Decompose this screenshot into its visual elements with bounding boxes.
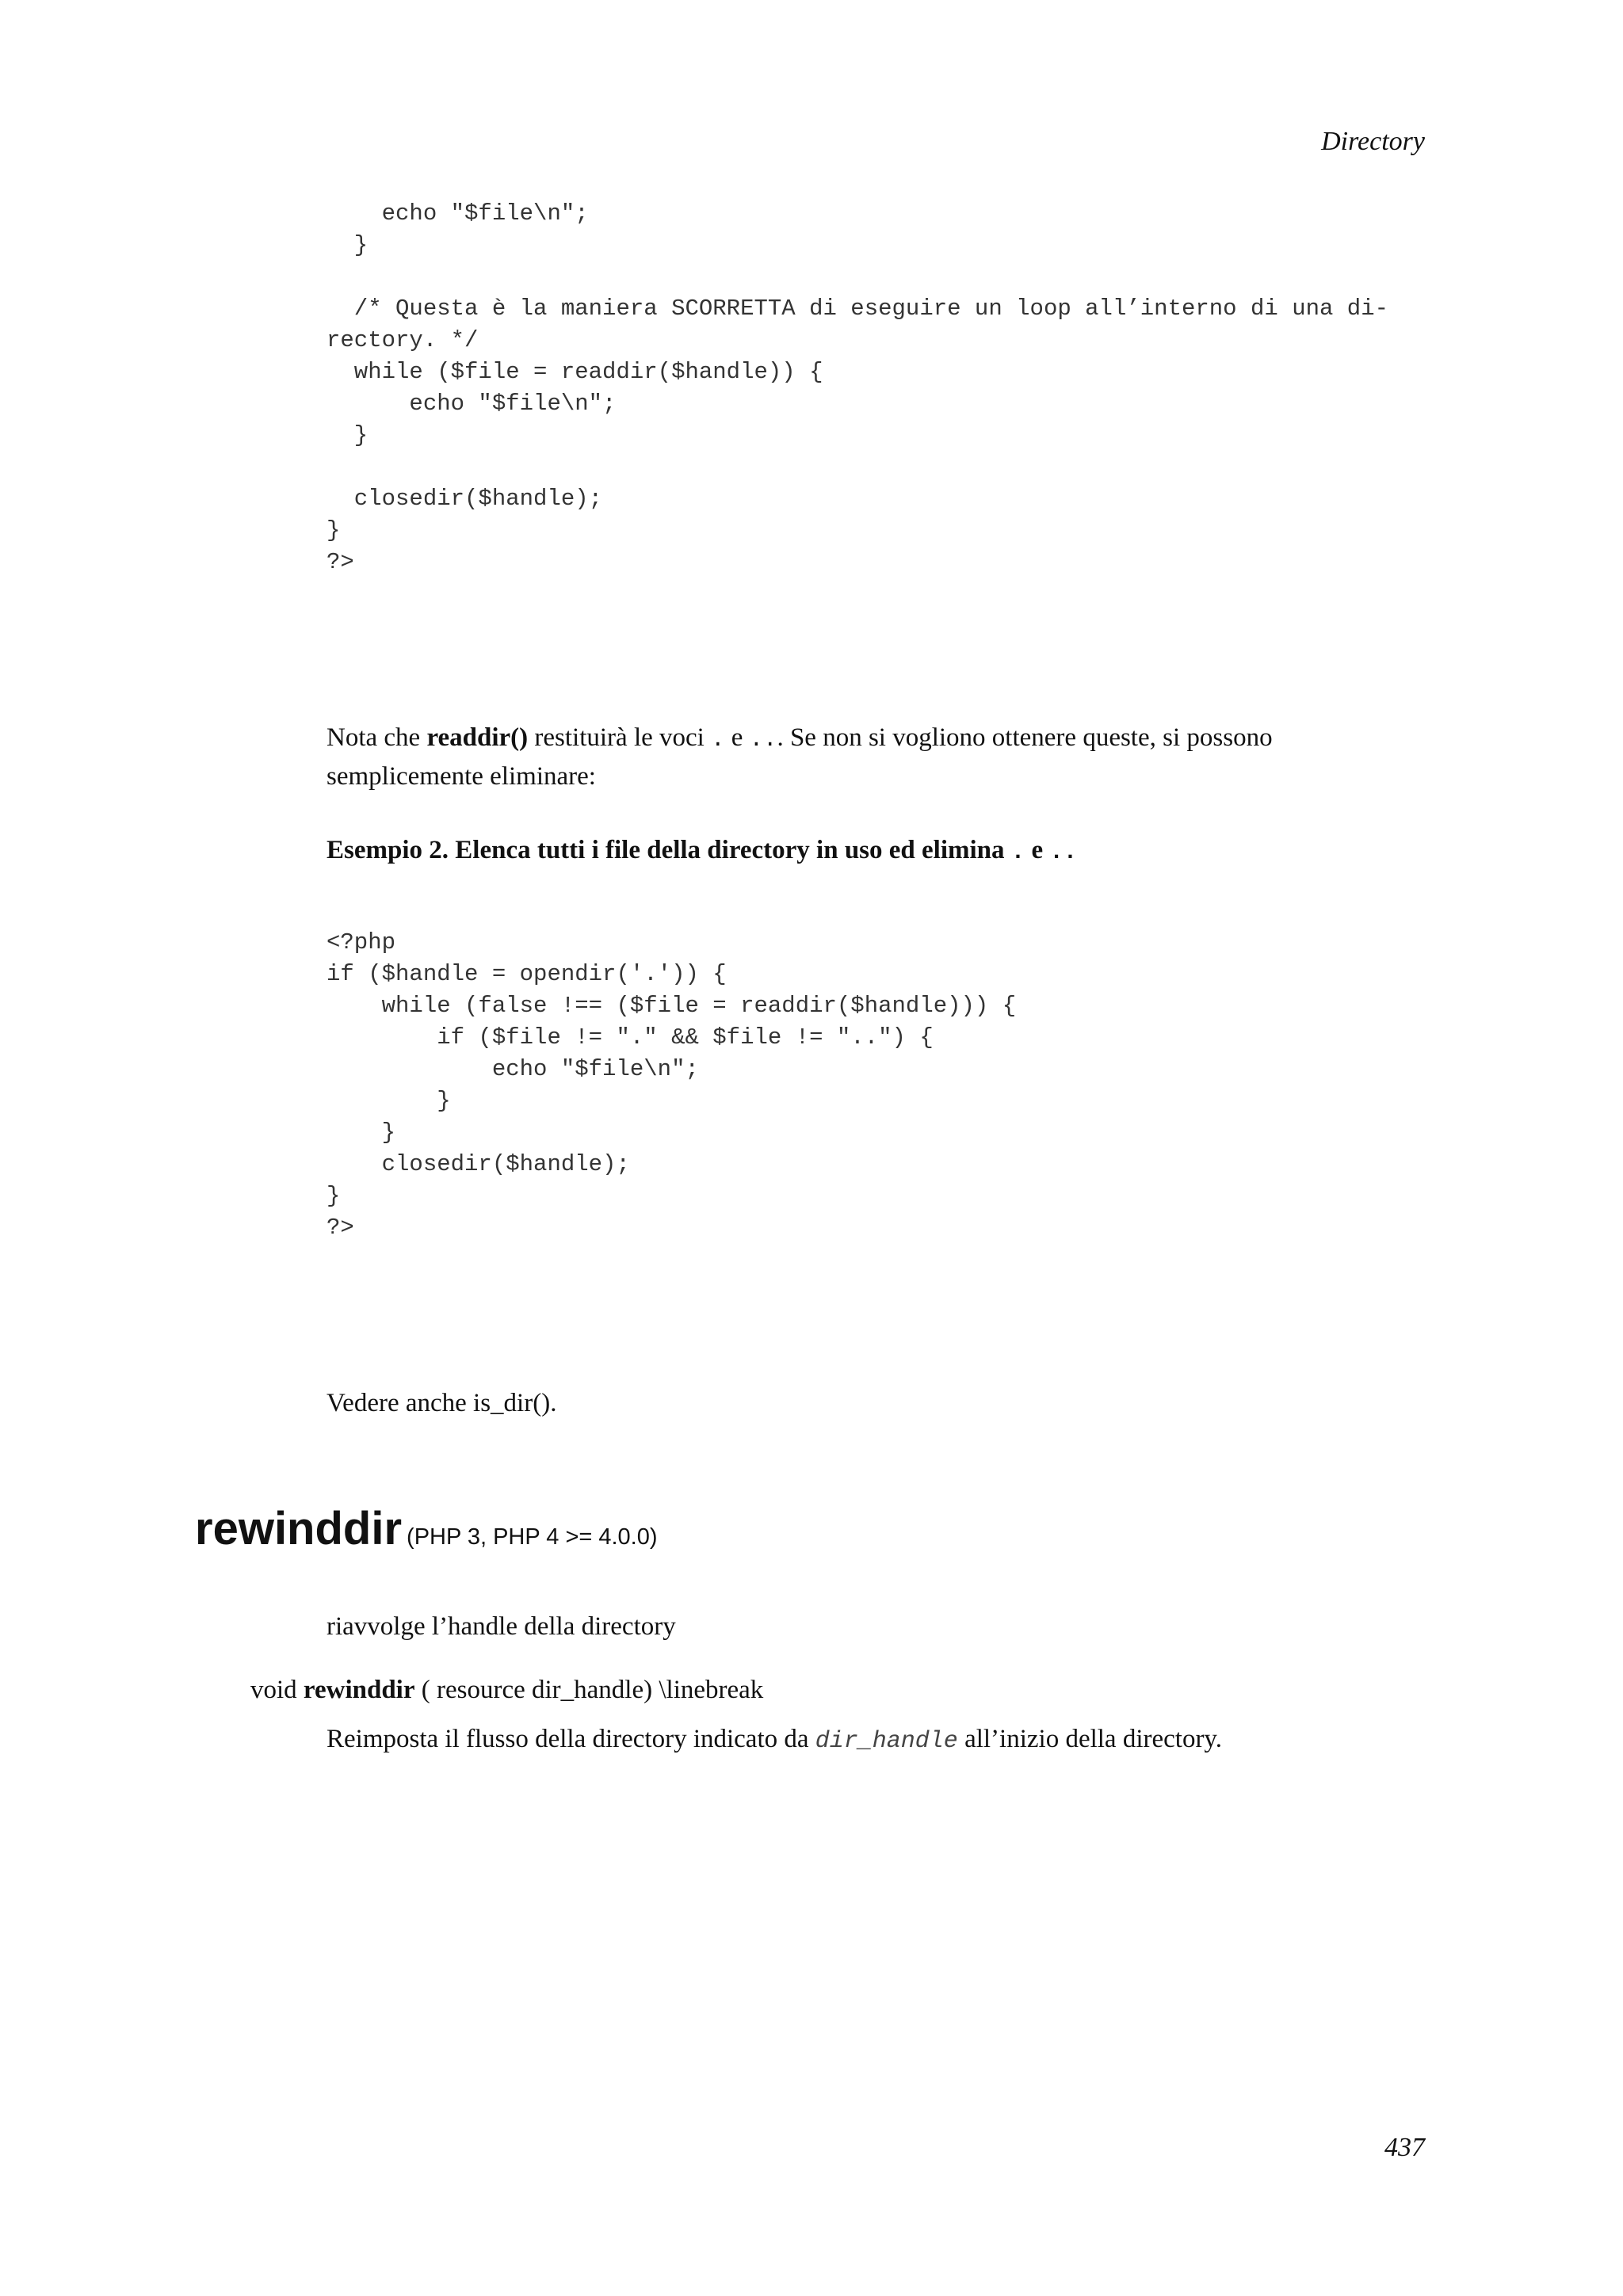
description-parameter: dir_handle	[815, 1728, 958, 1755]
function-synopsis	[250, 1672, 763, 1708]
note-prefix: Nota che	[327, 723, 427, 752]
running-header: Directory	[1321, 127, 1425, 156]
page-number: 437	[1384, 2133, 1425, 2162]
example-dot-entry: .	[1010, 839, 1025, 865]
refentry-description	[327, 1721, 1373, 1760]
refentry-purpose: riavvolge l’handle della directory	[327, 1612, 676, 1641]
code-block-2: <?php if ($handle = opendir('.')) { while (false !== ($file = readdir($handle))) { if ($file != "." && $file != "..") { echo "$file\n"; } } closedir($handle); } ?>	[327, 929, 1017, 1241]
description-suffix: all’inizio della directory.	[957, 1725, 1223, 1753]
example-title	[327, 832, 1373, 871]
synopsis-function-name: rewinddir	[303, 1676, 415, 1704]
see-also-paragraph: Vedere anche is_dir().	[327, 1389, 557, 1417]
note-middle: restituirà le voci	[528, 723, 712, 752]
note-suffix: . Se non si vogliono ottenere queste, si possono semplicemente eliminare:	[327, 723, 1273, 791]
note-paragraph	[327, 719, 1373, 795]
refentry-version: (PHP 3, PHP 4 >= 4.0.0)	[407, 1524, 658, 1550]
synopsis-parameters: ( resource dir_handle) \linebreak	[414, 1676, 764, 1704]
refentry-title	[195, 1502, 658, 1555]
example-label: Esempio 2. Elenca tutti i file della directory in uso ed elimina	[327, 836, 1011, 864]
example-conjunction: e	[1025, 836, 1050, 864]
description-prefix: Reimposta il flusso della directory indicato da	[327, 1725, 815, 1753]
note-dotdot-entry: ..	[749, 727, 777, 753]
example-dotdot-entry: ..	[1049, 839, 1078, 865]
refentry-name: rewinddir	[195, 1503, 403, 1554]
code-block-1: echo "$file\n"; } /* Questa è la maniera SCORRETTA di eseguire un loop all’interno di una di- rectory. */ while ($file = readdir($handle)) { echo "$file\n"; } closedir($handle); } ?>	[327, 200, 1389, 575]
synopsis-return-type: void	[250, 1676, 304, 1704]
readdir-function-name: readdir()	[426, 723, 529, 752]
note-dot-entry: .	[711, 727, 725, 753]
note-conjunction: e	[724, 723, 750, 752]
